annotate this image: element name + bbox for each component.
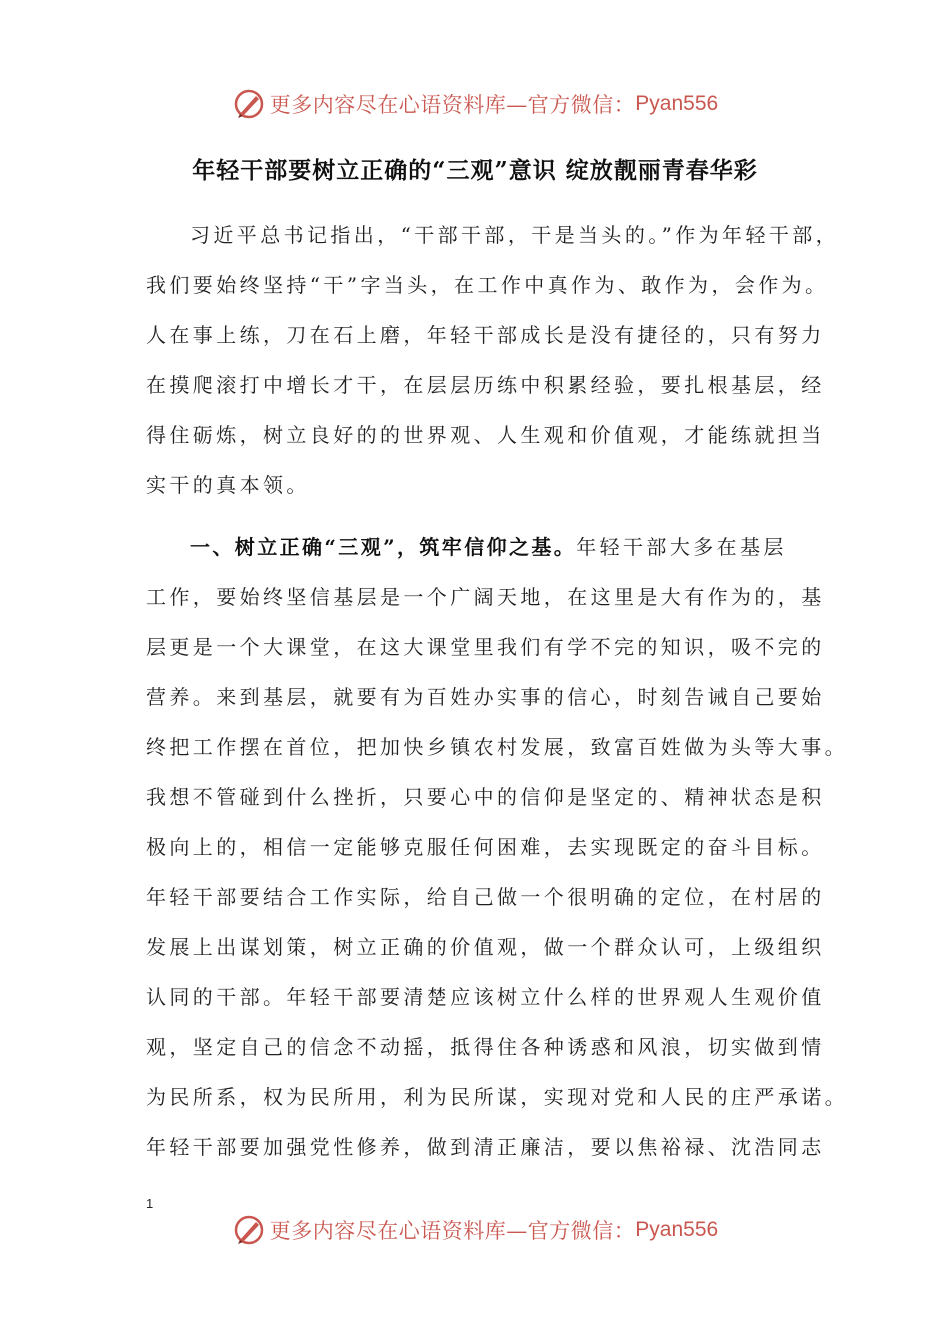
paragraph-line: 年轻干部要加强党性修养，做到清正廉洁，要以焦裕禄、沈浩同志: [146, 1135, 825, 1159]
header-watermark: [0, 82, 950, 126]
paragraph-line: 营养。来到基层，就要有为百姓办实事的信心，时刻告诫自己要始: [146, 685, 825, 709]
pen-logo-icon: [232, 87, 266, 121]
watermark-code: Pyan556: [635, 92, 719, 115]
page-number: 1: [146, 1196, 154, 1211]
watermark-code: Pyan556: [635, 1218, 719, 1241]
paragraph-line: 人在事上练，刀在石上磨，年轻干部成长是没有捷径的，只有努力: [146, 323, 825, 347]
paragraph-line: 极向上的，相信一定能够克服任何困难，去实现既定的奋斗目标。: [146, 835, 825, 859]
paragraph-line: 为民所系，权为民所用，利为民所谋，实现对党和人民的庄严承诺。: [146, 1085, 848, 1109]
paragraph-line: 年轻干部要结合工作实际，给自己做一个很明确的定位，在村居的: [146, 885, 825, 909]
paragraph-line: 在摸爬滚打中增长才干，在层层历练中积累经验，要扎根基层，经: [146, 373, 825, 397]
watermark-text: 更多内容尽在心语资料库—官方微信：: [269, 1219, 636, 1243]
paragraph-line: 实干的真本领。: [146, 473, 310, 497]
paragraph-line: 认同的干部。年轻干部要清楚应该树立什么样的世界观人生观价值: [146, 985, 825, 1009]
paragraph-line: 层更是一个大课堂，在这大课堂里我们有学不完的知识，吸不完的: [146, 635, 825, 659]
document-title: 年轻干部要树立正确的“三观”意识 绽放靓丽青春华彩: [192, 157, 758, 184]
paragraph-line: 终把工作摆在首位，把加快乡镇农村发展，致富百姓做为头等大事。: [146, 735, 848, 759]
section-heading: 一、树立正确“三观”，筑牢信仰之基。: [190, 535, 577, 559]
paragraph-line: 工作，要始终坚信基层是一个广阔天地，在这里是大有作为的，基: [146, 585, 825, 609]
paragraph-line: 我想不管碰到什么挫折，只要心中的信仰是坚定的、精神状态是积: [146, 785, 825, 809]
paragraph-line: 发展上出谋划策，树立正确的价值观，做一个群众认可，上级组织: [146, 935, 825, 959]
section-first-line: [190, 533, 787, 561]
pen-logo-icon: [232, 1213, 266, 1247]
section-first-line-rest: 年轻干部大多在基层: [576, 535, 787, 559]
paragraph-line: 习近平总书记指出，“干部干部，干是当头的。”作为年轻干部，: [190, 223, 840, 247]
paragraph-line: 观，坚定自己的信念不动摇，抵得住各种诱惑和风浪，切实做到情: [146, 1035, 825, 1059]
paragraph-line: 我们要始终坚持“干”字当头，在工作中真作为、敢作为，会作为。: [146, 273, 829, 297]
watermark-text: 更多内容尽在心语资料库—官方微信：: [269, 93, 636, 117]
paragraph-line: 得住砺炼，树立良好的的世界观、人生观和价值观，才能练就担当: [146, 423, 825, 447]
footer-watermark: [0, 1208, 950, 1252]
